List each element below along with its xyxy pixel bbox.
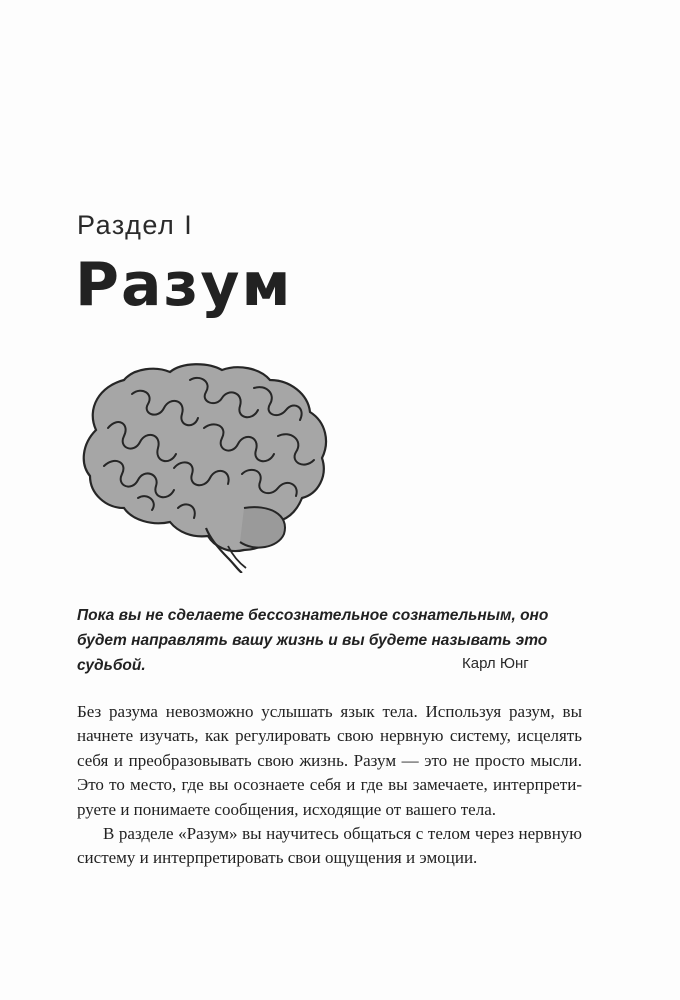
section-label: Раздел I (77, 210, 194, 240)
brain-icon (78, 358, 338, 573)
brain-illustration (78, 358, 338, 573)
body-text (77, 700, 582, 871)
epigraph-quote: Пока вы не сделаете бессознательное сознательным, оно будет направлять вашу жизнь и вы будете называть это судьбой. (77, 607, 549, 674)
epigraph-author: Карл Юнг (462, 655, 529, 672)
body-paragraph: Без разума невозможно услышать язык тела. Используя разум, вы начнете изучать, как регулировать свою нервную систему, исцелять себя и преобразовывать свою жизнь. Разум — это не просто мысли. Это то место, где вы осознаете себя и где вы замечаете, интерпретируете и понимаете сообщения, исходящие от вашего тела. (77, 702, 582, 819)
section-title: Разум (75, 250, 293, 320)
body-paragraph: В разделе «Разум» вы научитесь общаться с телом через нервную систему и интерпретировать свои ощущения и эмоции. (77, 824, 582, 868)
